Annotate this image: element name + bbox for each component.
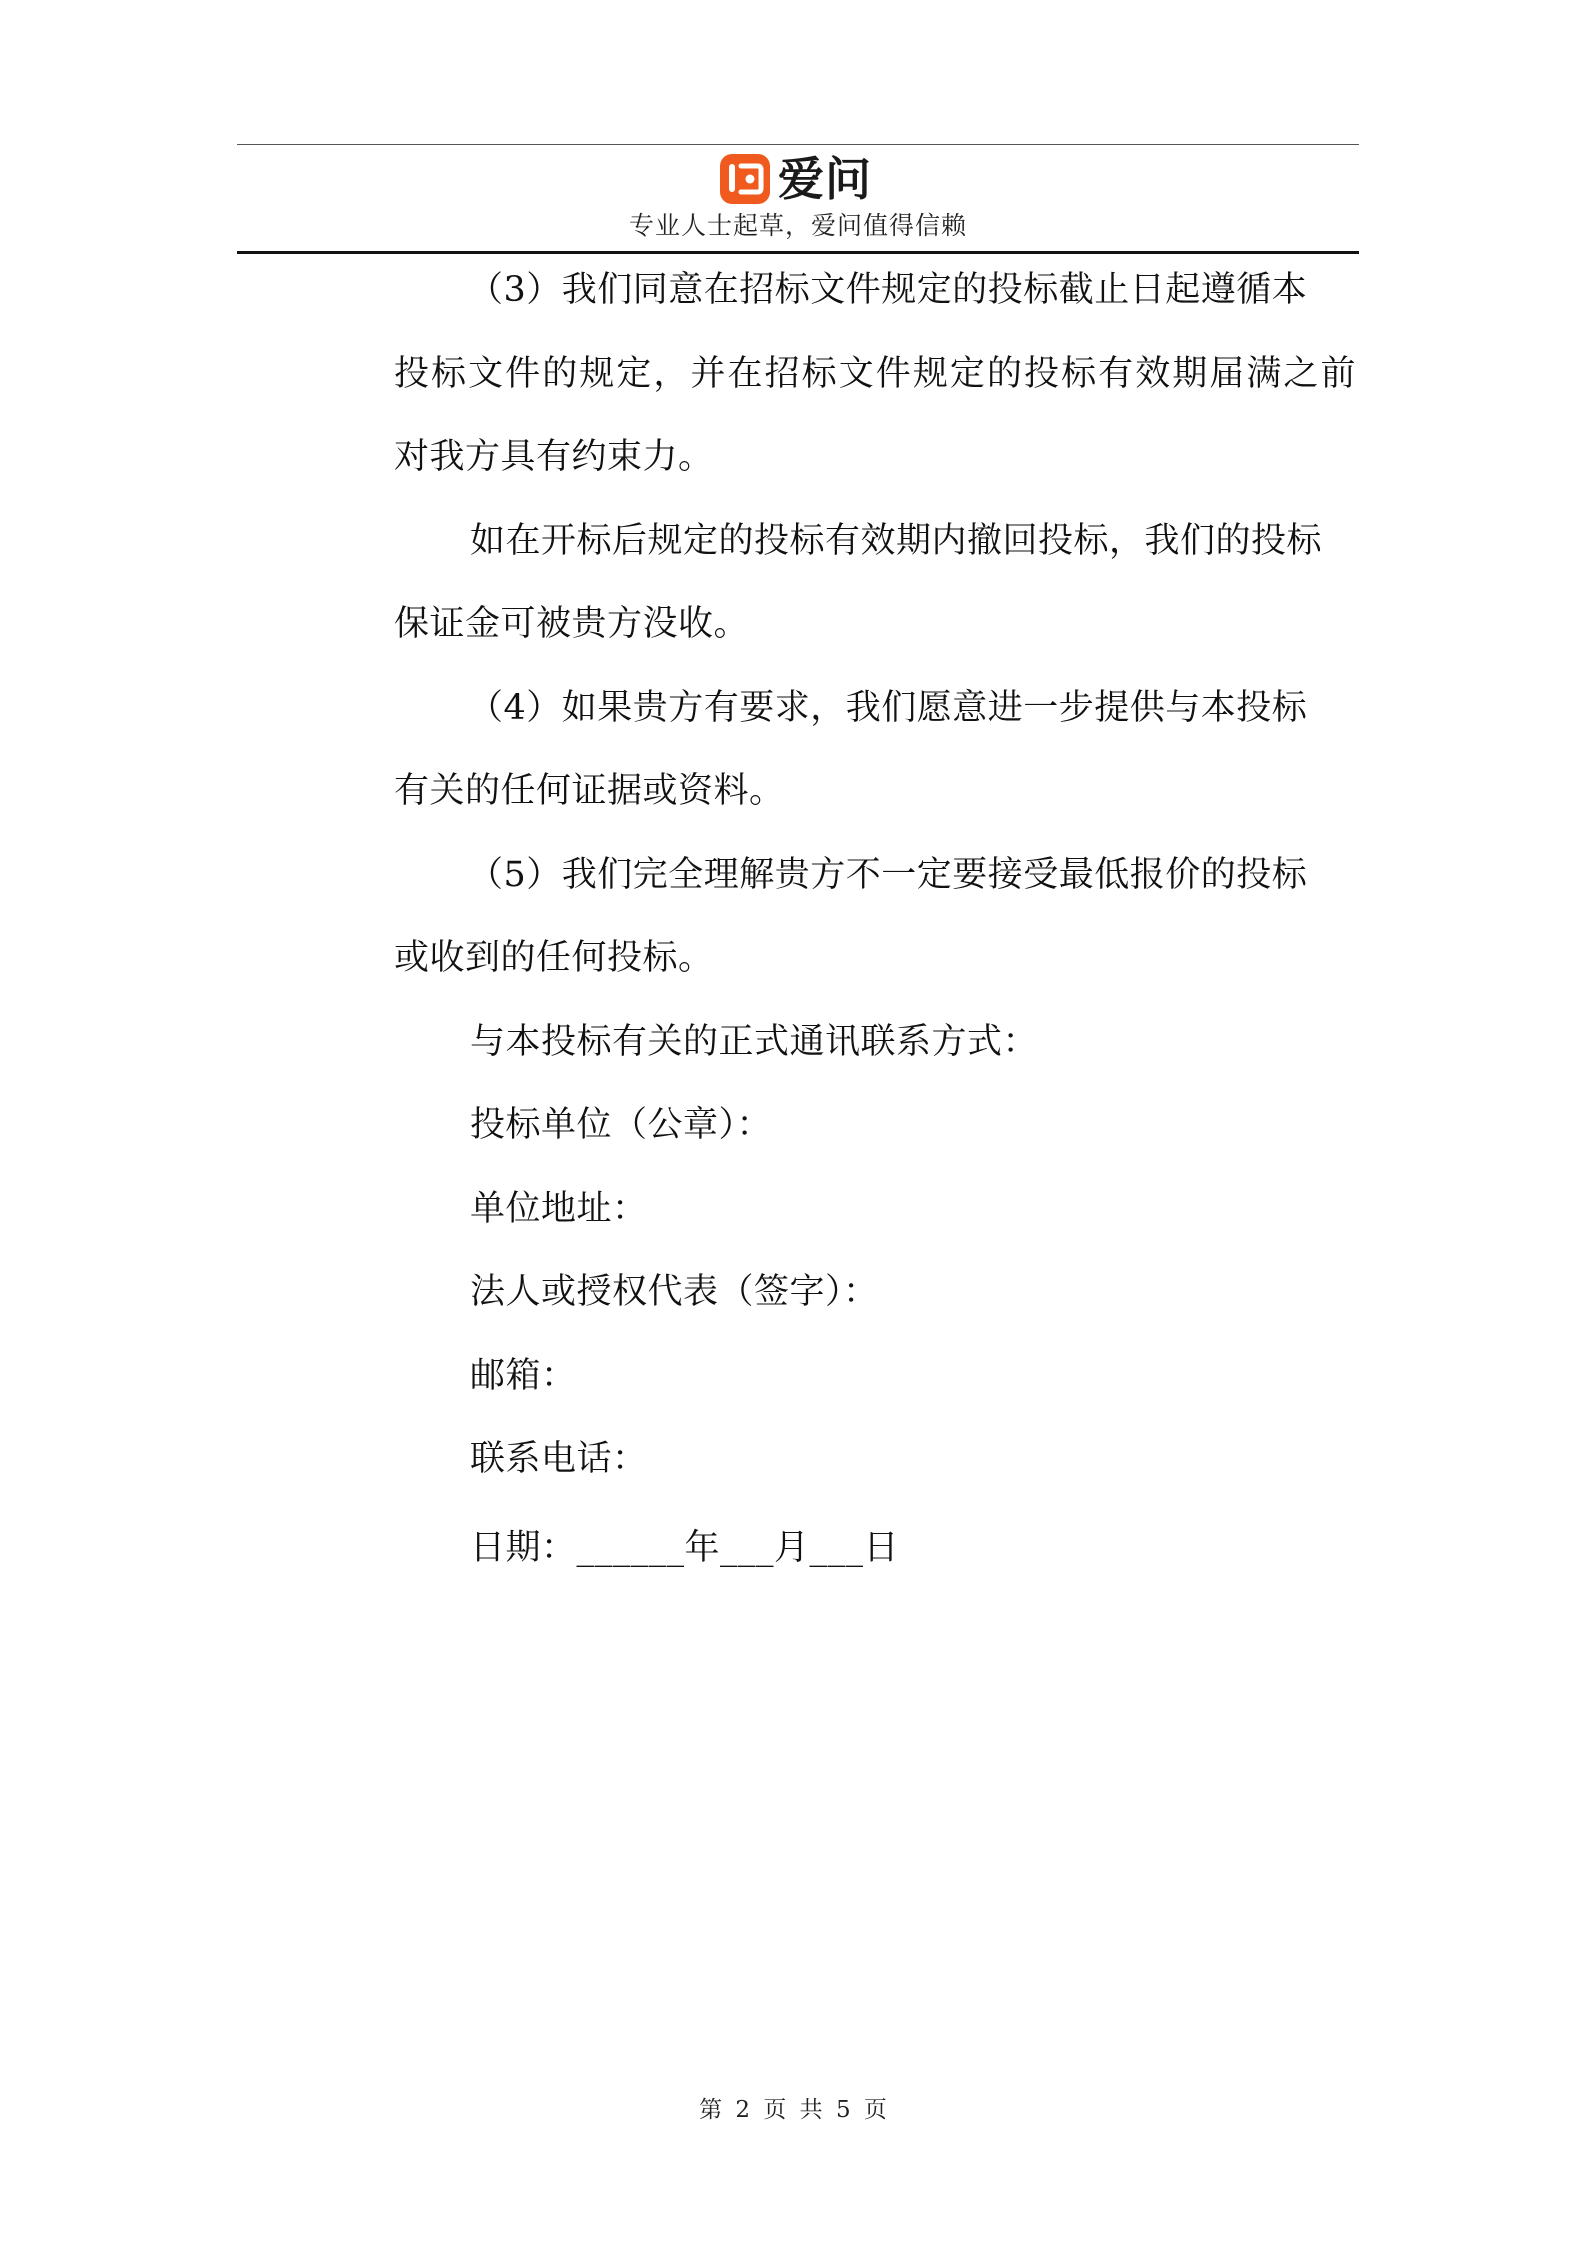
body-line: 与本投标有关的正式通讯联系方式： bbox=[470, 1022, 1039, 1062]
body-line: 有关的任何证据或资料。 bbox=[394, 771, 785, 811]
header-top-rule bbox=[237, 144, 1359, 145]
body-line: 保证金可被贵方没收。 bbox=[394, 604, 750, 644]
body-line: 投标单位（公章）： bbox=[470, 1105, 773, 1145]
body-line: 法人或授权代表（签字）： bbox=[470, 1272, 879, 1312]
page-header bbox=[237, 144, 1359, 254]
header-slogan: 专业人士起草，爱问值得信赖 bbox=[628, 211, 967, 240]
body-line: 单位地址： bbox=[470, 1189, 648, 1229]
body-line: 或收到的任何投标。 bbox=[394, 938, 714, 978]
date-line: 日期：______年___月___日 bbox=[470, 1528, 900, 1568]
body-line: （5）我们完全理解贵方不一定要接受最低报价的投标 bbox=[468, 855, 1308, 895]
body-line: （3）我们同意在招标文件规定的投标截止日起遵循本 bbox=[468, 270, 1308, 310]
logo-icon bbox=[720, 154, 770, 204]
body-line: 邮箱： bbox=[470, 1356, 577, 1396]
body-line: 联系电话： bbox=[470, 1439, 648, 1479]
logo bbox=[720, 152, 872, 206]
body-line: 如在开标后规定的投标有效期内撤回投标，我们的投标 bbox=[470, 521, 1323, 561]
body-line: （4）如果贵方有要求，我们愿意进一步提供与本投标 bbox=[468, 688, 1308, 728]
body-line: 对我方具有约束力。 bbox=[394, 437, 714, 477]
body-line: 投标文件的规定，并在招标文件规定的投标有效期届满之前 bbox=[394, 354, 1356, 394]
header-bottom-rule bbox=[237, 251, 1359, 254]
page-number: 第 2 页 共 5 页 bbox=[699, 2097, 887, 2123]
logo-text: 爱问 bbox=[778, 152, 872, 206]
